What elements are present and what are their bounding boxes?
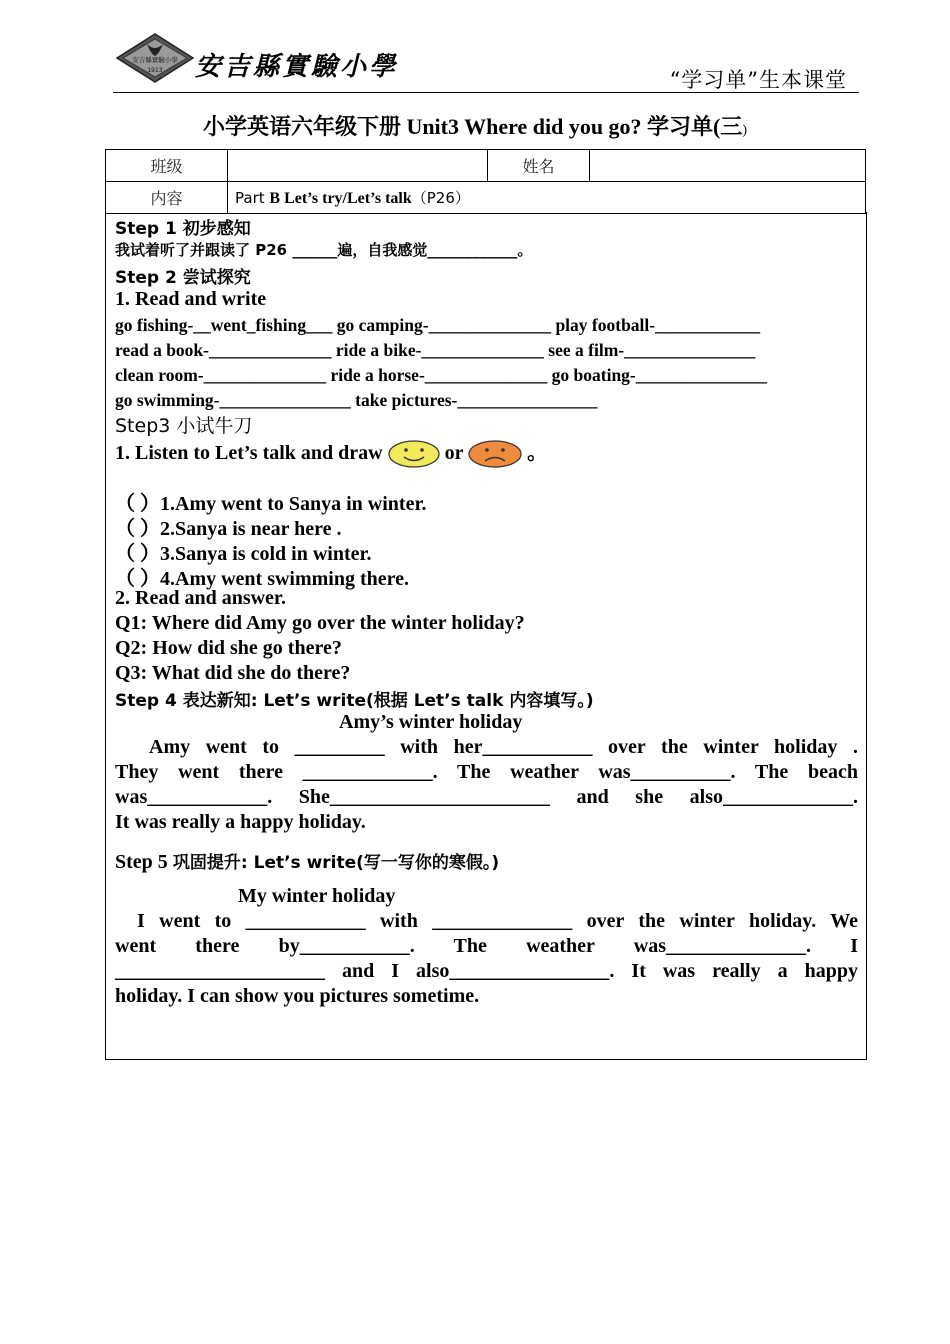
- header-motto: “学习单”生本课堂: [669, 68, 847, 92]
- worksheet-body: [105, 212, 867, 1060]
- svg-text:1913: 1913: [147, 67, 163, 74]
- listen-dot: 。: [527, 442, 548, 464]
- question-2: Q2: How did she go there?: [115, 637, 342, 659]
- step4-line-1: Amy went to _________ with her___________ over the winter holiday .: [149, 736, 858, 758]
- title-main: 小学英语六年级下册 Unit3 Where did you go? 学习单(三: [202, 114, 743, 139]
- info-row-content: [106, 182, 866, 214]
- phrase-row-1: go fishing-__went_fishing___ go camping-______________ play football-____________: [115, 315, 761, 335]
- step5-line-2: went there by___________. The weather was______________. I: [115, 935, 858, 957]
- tf-item-3: （ ）3.Sanya is cold in winter.: [115, 543, 372, 565]
- content-label: 内容: [106, 182, 228, 214]
- step4-line-4: It was really a happy holiday.: [115, 811, 366, 833]
- content-value: [228, 182, 866, 214]
- step5-essay-title: My winter holiday: [238, 885, 396, 907]
- step4-heading: Step 4 表达新知: Let’s write(根据 Let’s talk 内容填写。): [115, 691, 594, 711]
- read-answer-heading: 2. Read and answer.: [115, 587, 286, 609]
- phrase-row-3: clean room-______________ ride a horse-______________ go boating-_______________: [115, 365, 768, 385]
- class-field[interactable]: [228, 150, 488, 182]
- content-page: （P26）: [411, 189, 470, 207]
- step4-line-3: was____________. She______________________ and she also_____________.: [115, 786, 858, 808]
- svg-text:安吉縣實驗小學: 安吉縣實驗小學: [132, 56, 178, 64]
- phrase-row-4: go swimming-_______________ take pictures-________________: [115, 390, 598, 410]
- happy-face-icon: [388, 440, 440, 468]
- step4-line-2: They went there _____________. The weather was__________. The beach: [115, 761, 858, 783]
- step5-heading-en: Step 5: [115, 851, 168, 873]
- listen-line: [115, 436, 547, 470]
- step4-essay-title: Amy’s winter holiday: [339, 711, 523, 733]
- page-header: [113, 30, 859, 93]
- step2-heading: Step 2 尝试探究: [115, 268, 251, 288]
- sad-face-icon: [468, 440, 522, 468]
- name-label: 姓名: [488, 150, 590, 182]
- step5-line-3: _____________________ and I also________________. It was really a happy: [115, 960, 858, 982]
- info-table: [105, 149, 866, 214]
- listen-text: 1. Listen to Let’s talk and draw: [115, 442, 383, 464]
- content-part: Part: [235, 189, 270, 207]
- step1-line: 我试着听了并跟读了 P26 ______遍，自我感觉____________。: [115, 241, 533, 259]
- school-logo-icon: [115, 32, 195, 84]
- title-close: ): [742, 123, 748, 138]
- question-1: Q1: Where did Amy go over the winter holiday?: [115, 612, 525, 634]
- tf-item-4: （ ）4.Amy went swimming there.: [115, 568, 410, 590]
- info-row-class: [106, 150, 866, 182]
- step3-heading: Step3 小试牛刀: [115, 415, 253, 437]
- step2-subheading: 1. Read and write: [115, 288, 267, 310]
- name-field[interactable]: [590, 150, 866, 182]
- content-title: B Let’s try/Let’s talk: [269, 190, 412, 207]
- class-label: 班级: [106, 150, 228, 182]
- step1-heading: Step 1 初步感知: [115, 219, 251, 239]
- or-text: or: [444, 442, 464, 464]
- step5-line-1: I went to ____________ with ______________ over the winter holiday. We: [137, 910, 858, 932]
- step5-heading-cn: 巩固提升: Let’s write(写一写你的寒假。): [172, 853, 500, 873]
- tf-item-2: （ ）2.Sanya is near here .: [115, 518, 342, 540]
- question-3: Q3: What did she do there?: [115, 662, 351, 684]
- school-name: 安吉縣實驗小學: [195, 52, 399, 82]
- step5-heading: [115, 848, 499, 874]
- step5-line-4: holiday. I can show you pictures sometime.: [115, 985, 480, 1007]
- tf-item-1: （ ）1.Amy went to Sanya in winter.: [115, 493, 427, 515]
- phrase-row-2: read a book-______________ ride a bike-______________ see a film-_______________: [115, 340, 756, 360]
- page-title: [0, 110, 950, 141]
